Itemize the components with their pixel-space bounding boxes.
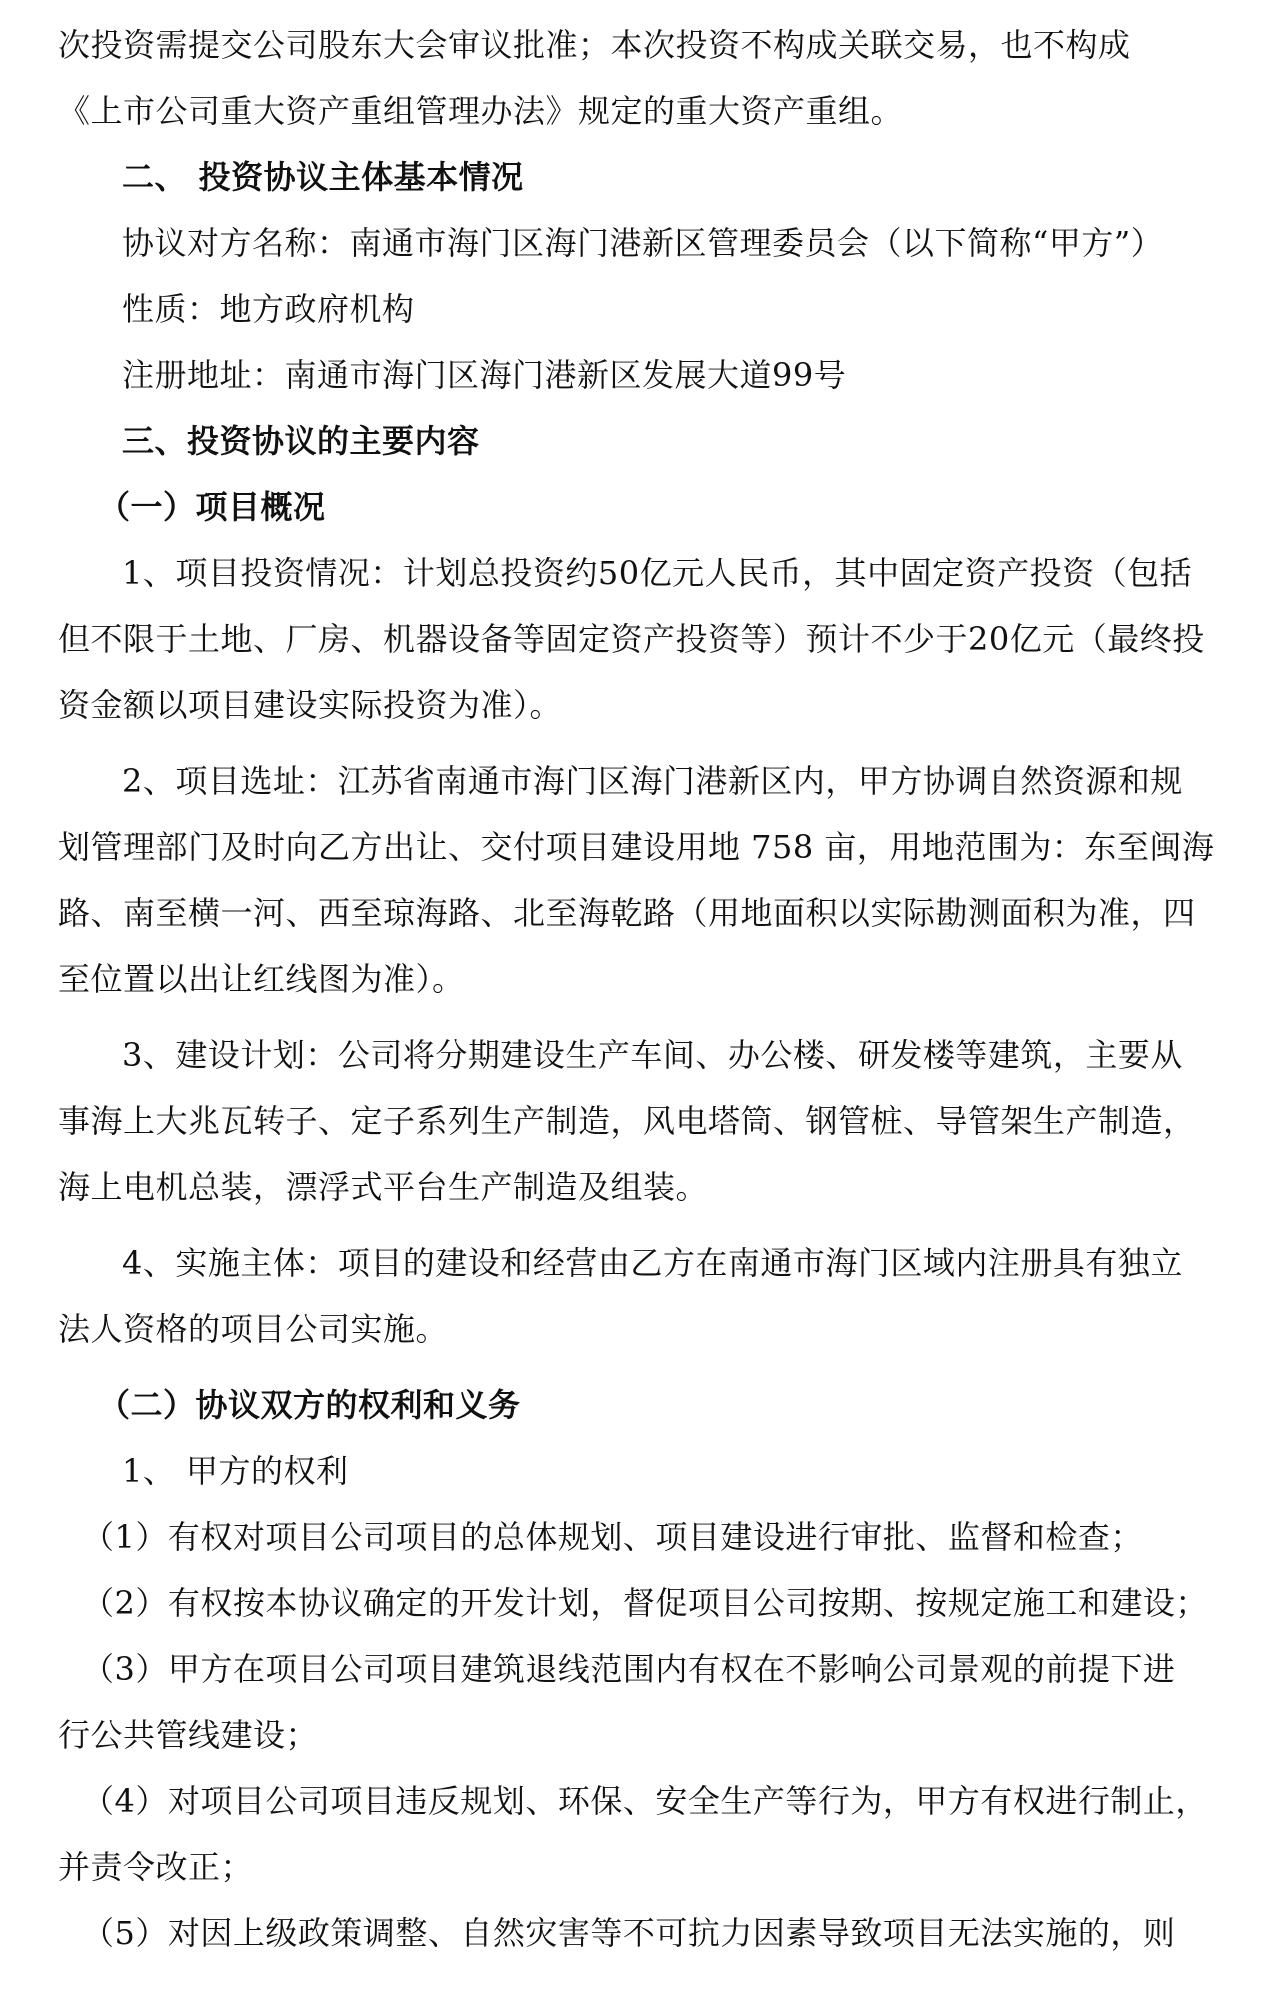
right-2: （2）有权按本协议确定的开发计划，督促项目公司按期、按规定施工和建设； — [82, 1584, 1208, 1622]
right-3-line-1: （3）甲方在项目公司项目建筑退线范围内有权在不影响公司景观的前提下进 — [82, 1650, 1176, 1688]
subsection-heading-1: （一）项目概况 — [98, 488, 326, 526]
counterparty-name: 协议对方名称：南通市海门区海门港新区管理委员会（以下简称“甲方”） — [122, 224, 1164, 262]
body-line-2: 《上市公司重大资产重组管理办法》规定的重大资产重组。 — [58, 92, 904, 130]
item-1-line-3: 资金额以项目建设实际投资为准）。 — [58, 686, 563, 724]
section-heading-3: 三、投资协议的主要内容 — [122, 422, 480, 460]
document-page — [58, 12, 1215, 1966]
item-3-line-1: 3、建设计划：公司将分期建设生产车间、办公楼、研发楼等建筑，主要从 — [122, 1036, 1183, 1074]
right-3-line-2: 行公共管线建设； — [58, 1716, 319, 1754]
item-2-line-1: 2、项目选址：江苏省南通市海门区海门港新区内，甲方协调自然资源和规 — [122, 762, 1183, 800]
item-1-line-2: 但不限于土地、厂房、机器设备等固定资产投资等）预计不少于20亿元（最终投 — [58, 620, 1205, 658]
item-4-line-1: 4、实施主体：项目的建设和经营由乙方在南通市海门区域内注册具有独立 — [122, 1244, 1183, 1282]
item-2-line-3: 路、南至横一河、西至琼海路、北至海乾路（用地面积以实际勘测面积为准，四 — [58, 894, 1196, 932]
counterparty-nature: 性质：地方政府机构 — [122, 290, 415, 328]
section-heading-2: 二、 投资协议主体基本情况 — [122, 158, 524, 196]
right-4-line-2: 并责令改正； — [58, 1848, 254, 1886]
item-3-line-2: 事海上大兆瓦转子、定子系列生产制造，风电塔筒、钢管桩、导管架生产制造， — [58, 1102, 1196, 1140]
right-5-line-1: （5）对因上级政策调整、自然灾害等不可抗力因素导致项目无法实施的，则 — [82, 1914, 1176, 1952]
item-4-line-2: 法人资格的项目公司实施。 — [58, 1310, 449, 1348]
body-line-1: 次投资需提交公司股东大会审议批准；本次投资不构成关联交易，也不构成 — [58, 26, 1131, 64]
right-4-line-1: （4）对项目公司项目违反规划、环保、安全生产等行为，甲方有权进行制止， — [82, 1782, 1208, 1820]
item-3-line-3: 海上电机总装，漂浮式平台生产制造及组装。 — [58, 1168, 709, 1206]
right-1: （1）有权对项目公司项目的总体规划、项目建设进行审批、监督和检查； — [82, 1518, 1143, 1556]
subsection-heading-2: （二）协议双方的权利和义务 — [98, 1386, 521, 1424]
item-2-line-4: 至位置以出让红线图为准）。 — [58, 960, 465, 998]
item-1-line-1: 1、项目投资情况：计划总投资约50亿元人民币，其中固定资产投资（包括 — [122, 554, 1193, 592]
counterparty-address: 注册地址：南通市海门区海门港新区发展大道99号 — [122, 356, 847, 394]
party-a-rights-heading: 1、 甲方的权利 — [122, 1452, 349, 1490]
item-2-line-2: 划管理部门及时向乙方出让、交付项目建设用地 758 亩，用地范围为：东至闽海 — [58, 828, 1215, 866]
